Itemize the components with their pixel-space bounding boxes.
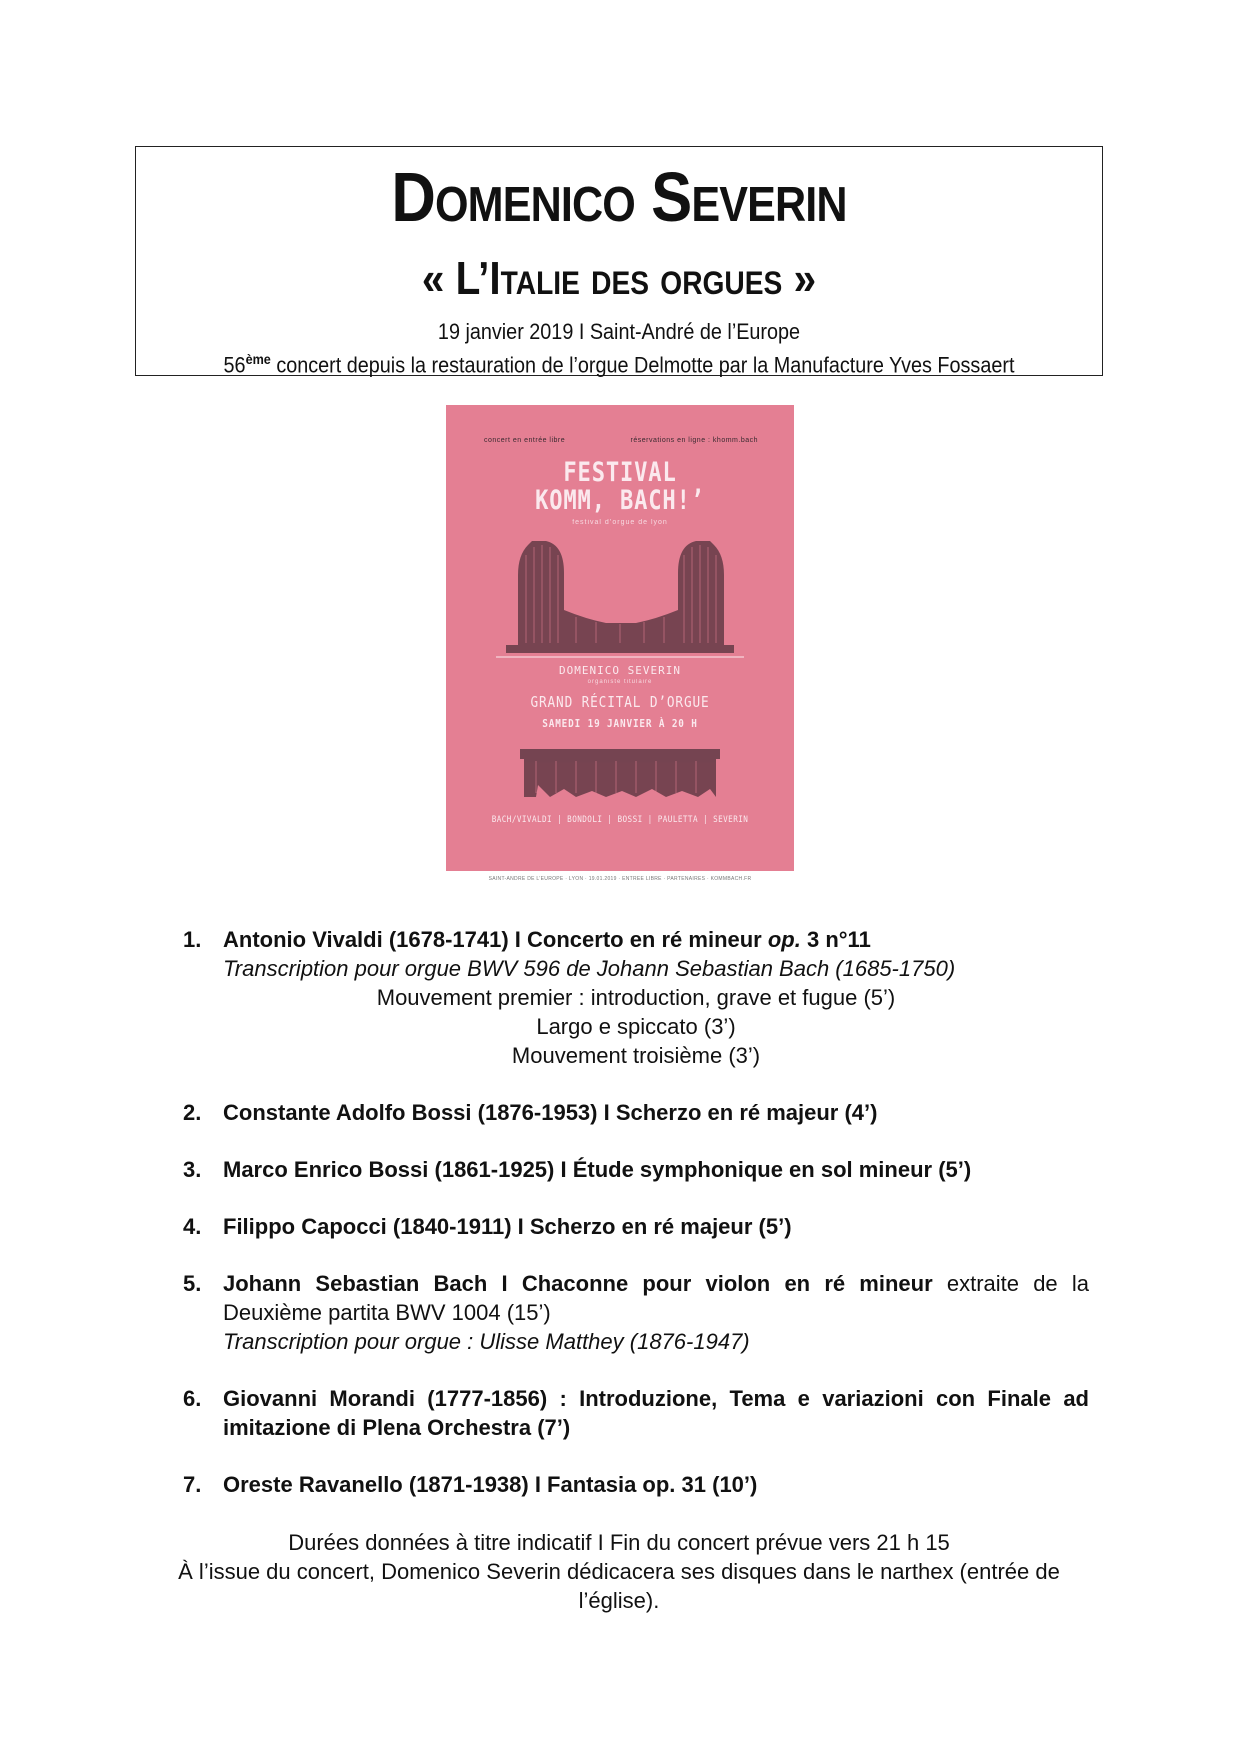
item-transcription: Transcription pour orgue BWV 596 de Johann Sebastian Bach (1685-1750) — [223, 956, 956, 981]
item-number: 3. — [183, 1157, 202, 1182]
movement: Mouvement troisième (3’) — [511, 1043, 761, 1068]
item-title-main: Johann Sebastian Bach I Chaconne pour violon en ré mineur — [223, 1271, 933, 1296]
concert-number: 56 — [223, 352, 246, 378]
date-location: 19 janvier 2019 I Saint-André de l’Europe — [437, 319, 801, 344]
header-box — [135, 146, 1103, 376]
organ-ruin-illustration — [446, 405, 794, 871]
item-title: Marco Enrico Bossi (1861-1925) I Étude symphonique en sol mineur (5’) — [223, 1157, 972, 1182]
item-title: Filippo Capocci (1840-1911) I Scherzo en ré majeur (5’) — [223, 1214, 792, 1239]
item-title-main: Antonio Vivaldi (1678-1741) I Concerto en ré mineur — [223, 927, 768, 952]
item-title-end: 3 n°11 — [800, 927, 871, 952]
footer-signing: À l’issue du concert, Domenico Severin dédicacera ses disques dans le narthex (entrée de l’église). — [178, 1559, 1060, 1613]
item-number: 7. — [183, 1472, 202, 1497]
item-number: 5. — [183, 1271, 202, 1296]
concert-description: concert depuis la restauration de l’orgue Delmotte par la Manufacture Yves Fossaert — [270, 352, 1015, 378]
poster-top-right: réservations en ligne : khomm.bach — [630, 437, 758, 444]
poster-date: SAMEDI 19 JANVIER À 20 H — [542, 717, 698, 730]
poster-caption: SAINT-ANDRÉ DE L’EUROPE · LYON · 19.01.2019 · ENTRÉE LIBRE · PARTENAIRES · KOMMBACH.FR — [488, 876, 752, 882]
item-number: 4. — [183, 1214, 202, 1239]
poster-festival-sub: festival d’orgue de lyon — [572, 519, 668, 526]
poster-artist-sub: organiste titulaire — [587, 679, 653, 685]
movement-list — [223, 983, 1089, 1070]
poster-festival-line2: KOMM, BACH!’ — [535, 485, 705, 516]
program-item — [183, 1384, 1089, 1442]
concert-ordinal: ème — [245, 351, 271, 367]
item-title-extra: extraite de la Deuxième partita BWV 1004 (15’) — [223, 1271, 1089, 1325]
item-number: 1. — [183, 927, 202, 952]
item-number: 6. — [183, 1386, 202, 1411]
program-item — [183, 925, 1089, 1070]
item-title: Constante Adolfo Bossi (1876-1953) I Scherzo en ré majeur (4’) — [223, 1100, 878, 1125]
page-title: Domenico Severin — [391, 158, 847, 236]
concert-info — [184, 346, 1053, 378]
program-item — [183, 1212, 1089, 1241]
item-number: 2. — [183, 1100, 202, 1125]
item-title: Giovanni Morandi (1777-1856) : Introduzione, Tema e variazioni con Finale ad imitazione di Plena Orchestra (7’) — [223, 1386, 1089, 1440]
item-title — [223, 925, 1089, 954]
poster-recital: GRAND RÉCITAL D’ORGUE — [530, 693, 710, 711]
movement: Mouvement premier : introduction, grave et fugue (5’) — [376, 985, 896, 1010]
item-transcription: Transcription pour orgue : Ulisse Matthey (1876-1947) — [223, 1329, 750, 1354]
item-title-italic: op. — [767, 927, 801, 952]
item-title: Oreste Ravanello (1871-1938) I Fantasia op. 31 (10’) — [223, 1472, 758, 1497]
program-item — [183, 1098, 1089, 1127]
program-item — [183, 1470, 1089, 1499]
program-item — [183, 1269, 1089, 1356]
footer-durations: Durées données à titre indicatif I Fin du concert prévue vers 21 h 15 — [288, 1530, 950, 1555]
poster-festival-line1: FESTIVAL — [563, 457, 677, 488]
poster-top-left: concert en entrée libre — [484, 437, 566, 444]
program-item — [183, 1155, 1089, 1184]
item-title — [223, 1269, 1089, 1327]
movement: Largo e spiccato (3’) — [536, 1014, 736, 1039]
concert-poster — [446, 405, 794, 871]
program-list — [183, 925, 1089, 1527]
page-subtitle: « L’Italie des orgues » — [421, 252, 817, 304]
poster-artist: DOMENICO SEVERIN — [559, 664, 681, 677]
poster-composers: BACH/VIVALDI | BONDOLI | BOSSI | PAULETTA | SEVERIN — [491, 815, 749, 825]
